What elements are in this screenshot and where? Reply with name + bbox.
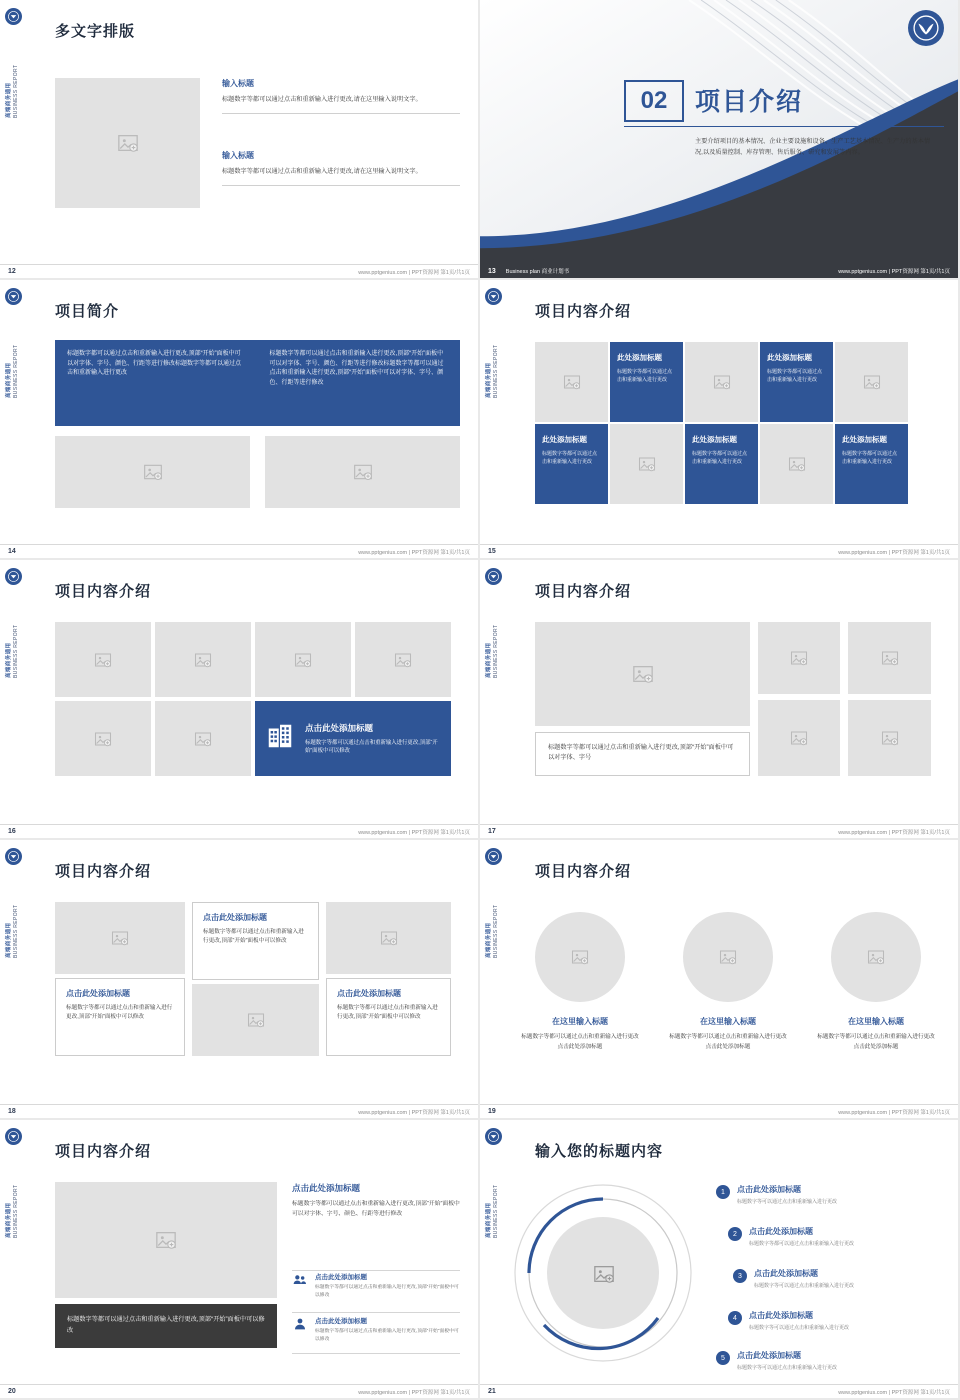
intro-panel[interactable] — [55, 340, 460, 426]
divider — [624, 126, 944, 127]
item-heading: 在这里输入标题 — [552, 1017, 608, 1026]
slide-rail — [0, 1120, 28, 1398]
numbered-item[interactable] — [728, 1226, 948, 1248]
list-item[interactable] — [292, 1316, 460, 1343]
page-title: 项目内容介绍 — [535, 583, 632, 600]
logo-icon — [5, 288, 22, 305]
image-placeholder[interactable] — [55, 78, 200, 208]
numbered-item[interactable] — [716, 1350, 936, 1372]
page-number: 12 — [8, 268, 16, 275]
image-placeholder[interactable] — [155, 701, 251, 776]
rail-label: 高端商务通用 BUSINESS REPORT — [6, 344, 19, 398]
caption-text: 标题数字等都可以通过点击和重新输入进行更改,顶部“开始”面板中可以修改 — [67, 1316, 265, 1334]
page-title: 项目内容介绍 — [55, 1143, 152, 1160]
logo-icon — [5, 8, 22, 25]
image-placeholder[interactable] — [55, 902, 185, 974]
slide-rail — [480, 560, 508, 838]
page-number: 19 — [488, 1108, 496, 1115]
image-placeholder[interactable] — [255, 622, 351, 697]
step-badge: 2 — [728, 1227, 742, 1241]
info-card[interactable] — [192, 902, 319, 980]
slide-rail — [480, 1120, 508, 1398]
image-placeholder[interactable] — [155, 622, 251, 697]
card-heading: 点击此处添加标题 — [203, 913, 267, 922]
card-heading: 此处添加标题 — [842, 435, 887, 444]
slide-rail — [0, 840, 28, 1118]
info-card[interactable] — [685, 424, 758, 504]
list-heading: 点击此处添加标题 — [315, 1318, 367, 1325]
image-placeholder[interactable] — [535, 622, 750, 726]
slide-footer — [0, 544, 478, 558]
page-title: 项目内容介绍 — [535, 303, 632, 320]
footer-site: www.pptgenius.com | PPT资源网 第1页/共1页 — [358, 549, 470, 556]
slide-13[interactable] — [480, 0, 960, 280]
card-body: 标题数字等都可以通过点击和重新输入进行更改,顶部“开始”面板中可以修改 — [305, 739, 438, 754]
intro-col-right: 标题数字等都可以通过点击和重新输入进行更改,顶部“开始”面板中可以对字体、字号、颜色、行距等进行修改标题数字等都可以通过点击和重新输入进行更改,顶部“开始”面板中可以对字体、字号、颜色、行距等进行修改 — [269, 351, 444, 386]
footer-site: www.pptgenius.com | PPT资源网 第1页/共1页 — [838, 1109, 950, 1116]
info-card[interactable] — [760, 342, 833, 422]
step-badge: 5 — [716, 1351, 730, 1365]
slide-rail — [480, 840, 508, 1118]
slide-footer — [480, 824, 958, 838]
slide-16[interactable] — [0, 560, 480, 840]
page-number: 17 — [488, 828, 496, 835]
logo-icon — [485, 1128, 502, 1145]
image-placeholder[interactable] — [535, 912, 625, 1002]
slide-footer — [0, 1104, 478, 1118]
slide-footer — [0, 264, 478, 278]
card-body: 标题数字等都可以通过点击和重新输入进行更改 — [842, 451, 898, 465]
slide-footer — [0, 1384, 478, 1398]
numbered-item[interactable] — [728, 1310, 948, 1332]
step-badge: 1 — [716, 1185, 730, 1199]
page-title: 项目内容介绍 — [55, 583, 152, 600]
list-heading: 点击此处添加标题 — [315, 1274, 367, 1281]
page-title: 项目简介 — [55, 303, 120, 320]
image-placeholder[interactable] — [535, 342, 608, 422]
item-body: 标题数字等都可以通过点击和重新输入进行更改 — [749, 1241, 855, 1247]
block-body: 标题数字等都可以通过点击和重新输入进行更改,顶部“开始”面板中可以对字体、字号、颜色、行距等进行修改 — [292, 1201, 460, 1217]
footer-site: www.pptgenius.com | PPT资源网 第1页/共1页 — [838, 1389, 950, 1396]
page-title: 项目内容介绍 — [55, 863, 152, 880]
image-placeholder[interactable] — [685, 342, 758, 422]
caption-box[interactable] — [55, 1304, 277, 1348]
slide-footer — [480, 264, 958, 278]
item-body: 标题数字等可以通过点击和重新输入进行更改 — [737, 1199, 838, 1205]
building-icon — [265, 721, 295, 756]
image-placeholder[interactable] — [326, 902, 451, 974]
card-body: 标题数字等都可以通过点击和重新输入进行更改 — [767, 369, 823, 383]
page-number: 20 — [8, 1388, 16, 1395]
rail-label: 高端商务通用 BUSINESS REPORT — [6, 624, 19, 678]
list-body: 标题数字等都可以通过点击和重新输入进行更改,顶部“开始”面板中可以修改 — [315, 1329, 459, 1342]
item-body: 标题数字等可以通过点击和重新输入进行更改 — [737, 1365, 838, 1371]
slide-rail — [0, 0, 28, 278]
slide-18[interactable] — [0, 840, 480, 1120]
card-heading: 此处添加标题 — [767, 353, 812, 362]
footer-site: www.pptgenius.com | PPT资源网 第1页/共1页 — [358, 1389, 470, 1396]
page-number: 18 — [8, 1108, 16, 1115]
group-icon — [292, 1272, 310, 1293]
footer-site: www.pptgenius.com | PPT资源网 第1页/共1页 — [358, 1109, 470, 1116]
image-placeholder[interactable] — [55, 622, 151, 697]
card-body: 标题数字等都可以通过点击和重新输入进行更改 — [617, 369, 673, 383]
slide-15[interactable] — [480, 280, 960, 560]
rail-label: 高端商务通用 BUSINESS REPORT — [6, 904, 19, 958]
item-heading: 在这里输入标题 — [700, 1017, 756, 1026]
card-heading: 此处添加标题 — [692, 435, 737, 444]
block-body: 标题数字等都可以通过点击和重新输入进行更改,请在这里输入说明文字。 — [222, 96, 422, 103]
footer-site: www.pptgenius.com | PPT资源网 第1页/共1页 — [838, 549, 950, 556]
image-placeholder[interactable] — [758, 622, 840, 694]
info-card[interactable] — [610, 342, 683, 422]
section-number: 02 — [640, 87, 668, 114]
list-body: 标题数字等都可以通过点击和重新输入进行更改,顶部“开始”面板中可以修改 — [315, 1285, 459, 1298]
card-body: 标题数字等都可以通过点击和重新输入进行更改 — [542, 451, 598, 465]
card-heading: 点击此处添加标题 — [66, 989, 130, 998]
logo-icon — [5, 848, 22, 865]
caption-text: 标题数字等都可以通过点击和重新输入进行更改,顶部“开始”面板中可以对字体、字号 — [548, 744, 734, 761]
page-number: 21 — [488, 1388, 496, 1395]
image-placeholder[interactable] — [192, 984, 319, 1056]
item-heading: 在这里输入标题 — [848, 1017, 904, 1026]
item-heading: 点击此处添加标题 — [737, 1185, 801, 1194]
person-icon — [292, 1316, 310, 1337]
item-body: 标题数字等可以通过点击和重新输入进行更改 — [754, 1283, 855, 1289]
divider — [292, 1270, 460, 1271]
item-heading: 点击此处添加标题 — [737, 1351, 801, 1360]
card-body: 标题数字等都可以通过点击和重新输入进行更改,顶部“开始”面板中可以修改 — [66, 1005, 173, 1020]
slide-footer — [480, 1104, 958, 1118]
image-placeholder[interactable] — [848, 622, 931, 694]
image-placeholder[interactable] — [55, 1182, 277, 1298]
card-heading: 点击此处添加标题 — [305, 722, 374, 733]
item-body: 标题数字等都可以通过点击和重新输入进行更改点击此处添加标题 — [521, 1034, 639, 1050]
block-heading: 输入标题 — [222, 151, 254, 160]
text-block[interactable] — [222, 150, 460, 186]
slide-rail — [480, 280, 508, 558]
rail-label: 高端商务通用 BUSINESS REPORT — [486, 344, 499, 398]
block-heading: 输入标题 — [222, 79, 254, 88]
list-item[interactable] — [292, 1272, 460, 1299]
slide-17[interactable] — [480, 560, 960, 840]
intro-col-left: 标题数字都可以通过点击和重新输入进行更改,顶部“开始”面板中可以对字体、字号、颜色、行距等进行修改标题数字等都可以通过点击和重新输入进行更改 — [67, 351, 242, 376]
card-body: 标题数字等都可以通过点击和重新输入进行更改,顶部“开始”面板中可以修改 — [337, 1005, 438, 1020]
caption-box[interactable] — [535, 732, 750, 776]
rail-label: 高端商务通用 BUSINESS REPORT — [486, 1184, 499, 1238]
image-placeholder-icon[interactable] — [593, 1263, 615, 1290]
card-body: 标题数字等都可以通过点击和重新输入进行更改,顶部“开始”面板中可以修改 — [203, 929, 304, 944]
page-title: 项目内容介绍 — [535, 863, 632, 880]
item-heading: 点击此处添加标题 — [754, 1269, 818, 1278]
page-title: 多文字排版 — [55, 23, 136, 40]
highlight-card[interactable] — [255, 701, 451, 776]
block-heading: 点击此处添加标题 — [292, 1183, 361, 1193]
slide-12[interactable] — [0, 0, 480, 280]
brand-badge — [908, 10, 944, 46]
slide-20[interactable] — [0, 1120, 480, 1400]
slide-footer — [480, 1384, 958, 1398]
numbered-item[interactable] — [716, 1184, 936, 1206]
card-body: 标题数字等都可以通过点击和重新输入进行更改 — [692, 451, 748, 465]
feature-item[interactable] — [520, 1016, 640, 1052]
section-body: 主要介绍项目的基本情况、企业主要设施和设备、生产工艺基本情况、生产力的基本情况,以及质量控制、库存管理、售后服务、研究和发展等内容。 — [695, 138, 931, 156]
step-badge: 4 — [728, 1311, 742, 1325]
feature-item[interactable] — [668, 1016, 788, 1052]
image-placeholder[interactable] — [683, 912, 773, 1002]
card-heading: 此处添加标题 — [542, 435, 587, 444]
item-heading: 点击此处添加标题 — [749, 1311, 813, 1320]
image-placeholder[interactable] — [610, 424, 683, 504]
image-placeholder[interactable] — [848, 700, 931, 776]
card-heading: 点击此处添加标题 — [337, 989, 401, 998]
footer-site: www.pptgenius.com | PPT资源网 第1页/共1页 — [838, 269, 950, 275]
footer-left: Business plan 商业计划书 — [505, 269, 570, 275]
text-block[interactable] — [222, 78, 460, 114]
footer-site: www.pptgenius.com | PPT资源网 第1页/共1页 — [358, 829, 470, 836]
numbered-item[interactable] — [733, 1268, 953, 1290]
logo-icon — [485, 568, 502, 585]
info-card[interactable] — [326, 978, 451, 1056]
image-placeholder[interactable] — [835, 342, 908, 422]
image-placeholder[interactable] — [55, 436, 250, 508]
slide-14[interactable] — [0, 280, 480, 560]
section-title: 项目介绍 — [695, 88, 804, 116]
slide-19[interactable] — [480, 840, 960, 1120]
page-number: 13 — [488, 267, 496, 275]
slide-rail — [0, 560, 28, 838]
item-body: 标题数字等都可以通过点击和重新输入进行更改点击此处添加标题 — [817, 1034, 935, 1050]
step-badge: 3 — [733, 1269, 747, 1283]
item-heading: 点击此处添加标题 — [749, 1227, 813, 1236]
slide-21[interactable] — [480, 1120, 960, 1400]
slide-footer — [480, 544, 958, 558]
page-title: 输入您的标题内容 — [535, 1143, 664, 1160]
image-placeholder[interactable] — [55, 701, 151, 776]
slide-footer — [0, 824, 478, 838]
image-placeholder[interactable] — [265, 436, 460, 508]
right-text-block[interactable] — [292, 1182, 460, 1219]
page-number: 16 — [8, 828, 16, 835]
rail-label: 高端商务通用 BUSINESS REPORT — [486, 624, 499, 678]
feature-item[interactable] — [816, 1016, 936, 1052]
item-body: 标题数字等可以通过点击和重新输入进行更改 — [749, 1325, 850, 1331]
image-placeholder[interactable] — [760, 424, 833, 504]
slide-rail — [0, 280, 28, 558]
footer-site: www.pptgenius.com | PPT资源网 第1页/共1页 — [838, 829, 950, 836]
info-card[interactable] — [535, 424, 608, 504]
logo-icon — [5, 1128, 22, 1145]
divider — [292, 1353, 460, 1354]
page-number: 15 — [488, 548, 496, 555]
card-heading: 此处添加标题 — [617, 353, 662, 362]
rail-label: 高端商务通用 BUSINESS REPORT — [6, 64, 19, 118]
logo-icon — [5, 568, 22, 585]
item-body: 标题数字等都可以通过点击和重新输入进行更改点击此处添加标题 — [669, 1034, 787, 1050]
image-placeholder[interactable] — [355, 622, 451, 697]
image-placeholder[interactable] — [831, 912, 921, 1002]
logo-icon — [485, 288, 502, 305]
footer-site: www.pptgenius.com | PPT资源网 第1页/共1页 — [358, 269, 470, 276]
rail-label: 高端商务通用 BUSINESS REPORT — [486, 904, 499, 958]
block-body: 标题数字等都可以通过点击和重新输入进行更改,请在这里输入说明文字。 — [222, 168, 422, 175]
info-card[interactable] — [55, 978, 185, 1056]
page-number: 14 — [8, 548, 16, 555]
info-card[interactable] — [835, 424, 908, 504]
rail-label: 高端商务通用 BUSINESS REPORT — [6, 1184, 19, 1238]
divider — [292, 1312, 460, 1313]
logo-icon — [485, 848, 502, 865]
section-number-box — [624, 80, 684, 122]
image-placeholder[interactable] — [758, 700, 840, 776]
